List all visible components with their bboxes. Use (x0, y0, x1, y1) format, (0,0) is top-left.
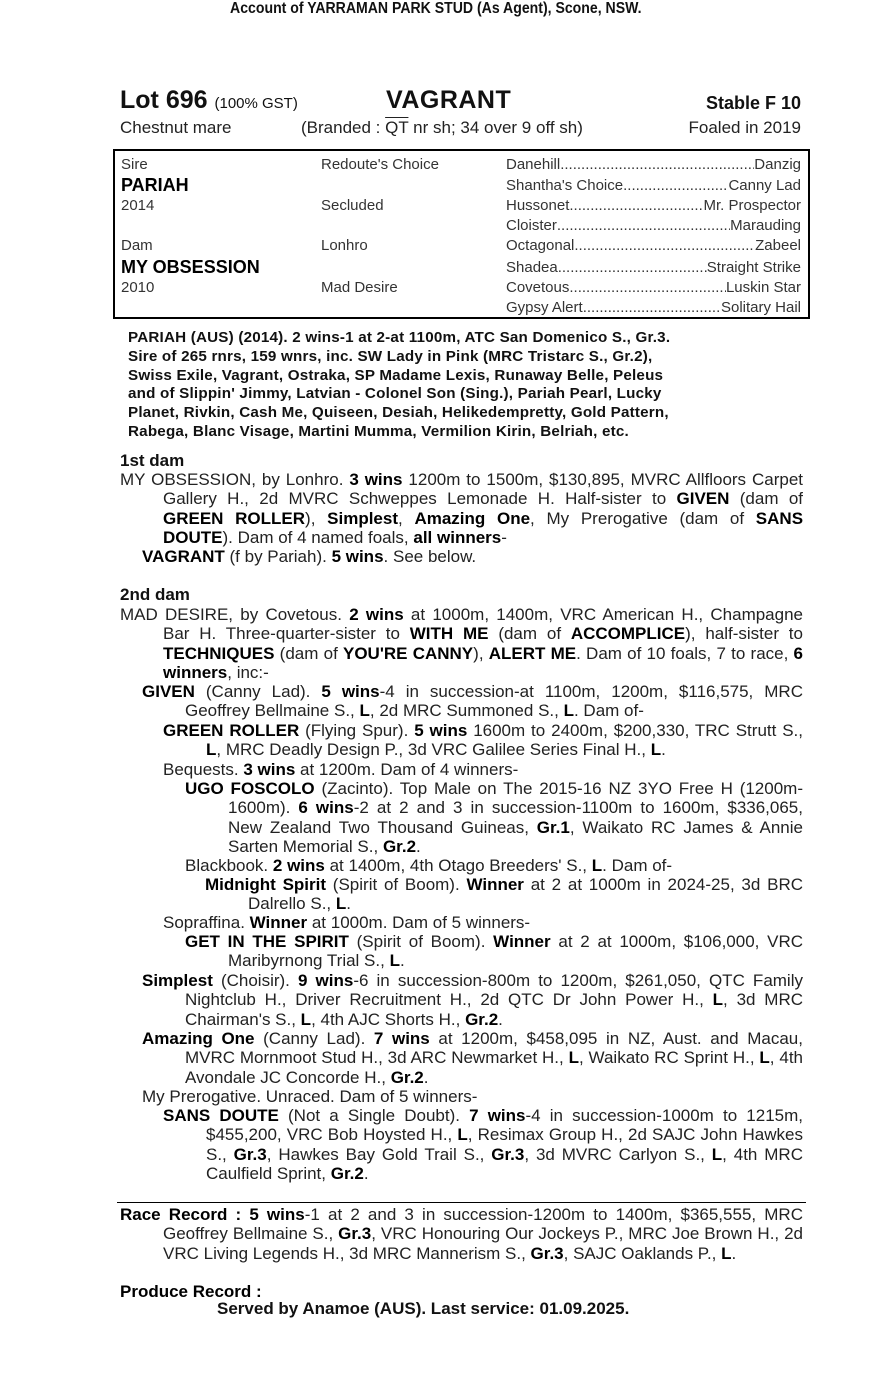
produce-entry: SANS DOUTE (Not a Single Doubt). 7 wins-4 in succession-1000m to 1215m, $455,200, VRC Bob Hoysted H., L, Resimax Group H., 2d SAJC John Hawkes S., Gr.3, Hawkes Bay Gold Trail S., Gr.3, 3d MVRC Carlyon S., L, 4th MRC Caulfield Sprint, Gr.2. (163, 1106, 803, 1184)
produce-entry: Midnight Spirit (Spirit of Boom). Winner at 2 at 1000m in 2024-25, 3d BRC Dalrello S., L. (205, 875, 803, 914)
sire-summary-line: PARIAH (AUS) (2014). 2 wins-1 at 2-at 1100m, ATC San Domenico S., Gr.3. (128, 329, 671, 346)
sire-summary-line: Sire of 265 rnrs, 159 wnrs, inc. SW Lady in Pink (MRC Tristarc S., Gr.2), (128, 347, 653, 365)
lot-label: Lot 696 (120, 86, 208, 114)
colour-sex: Chestnut mare (120, 118, 232, 137)
sire-summary (128, 329, 808, 442)
produce-entry: Amazing One (Canny Lad). 7 wins at 1200m, $458,095 in NZ, Aust. and Macau, MVRC Mornmoot Stud H., 3d ARC Newmarket H., L, Waikato RC Sprint H., L, 4th Avondale JC Concorde H., Gr.2. (142, 1029, 803, 1087)
first-dam-paragraph: MY OBSESSION, by Lonhro. 3 wins 1200m to 1500m, $130,895, MVRC Allfloors Carpet Gallery H., 2d MVRC Schweppes Lemonade H. Half-sister to GIVEN (dam of GREEN ROLLER), Simplest, Amazing One, My Prerogative (dam of SANS DOUTE). Dam of 4 named foals, all winners- (120, 470, 804, 548)
brand-symbol: $\overline{QT}$ (385, 118, 409, 137)
lot-number (120, 86, 298, 115)
second-dam-paragraph: MAD DESIRE, by Covetous. 2 wins at 1000m, 1400m, VRC American H., Champagne Bar H. Three-quarter-sister to WITH ME (dam of ACCOMPLICE), half-sister to TECHNIQUES (dam of YOU'RE CANNY), ALERT ME. Dam of 10 foals, 7 to race, 6 winners, inc:- (120, 605, 804, 683)
dam-label: Dam (121, 237, 153, 254)
granddam-maternal: Mad Desire (321, 279, 398, 296)
race-record: Race Record : 5 wins-1 at 2 and 3 in succession-1200m to 1400m, $365,555, MRC Geoffrey Bellmaine S., Gr.3, VRC Honouring Our Jockeys P., MRC Joe Brown H., 2d VRC Living Legends H., 3d MRC Mannerism S., Gr.3, SAJC Oaklands P., L. (120, 1205, 803, 1263)
produce-entry: GREEN ROLLER (Flying Spur). 5 wins 1600m to 2400m, $200,330, TRC Strutt S., L, MRC Deadly Design P., 3d VRC Galilee Series Final H., L. (163, 721, 804, 760)
sire-label: Sire (121, 156, 148, 173)
sire-summary-line: Swiss Exile, Vagrant, Ostraka, SP Madame Lexis, Runaway Belle, Peleus (128, 366, 664, 384)
sire-year: 2014 (121, 197, 155, 214)
gst-note: (100% GST) (214, 95, 298, 112)
produce-entry: My Prerogative. Unraced. Dam of 5 winners- (142, 1087, 478, 1106)
divider (117, 1202, 806, 1203)
horse-name: VAGRANT (386, 86, 512, 114)
pedigree-table (113, 149, 810, 319)
brand-description: (Branded : $\overline{QT}$ nr sh; 34 over 9 off sh) (301, 118, 583, 137)
produce-entry: Blackbook. 2 wins at 1400m, 4th Otago Breeders' S., L. Dam of- (185, 856, 673, 875)
produce-entry: Sopraffina. Winner at 1000m. Dam of 5 winners- (163, 913, 531, 932)
sire-summary-line: Planet, Rivkin, Cash Me, Quiseen, Desiah, Helikedempretty, Gold Pattern, (128, 404, 669, 422)
ggs-row: Shadea ..... Straight Strike (506, 259, 801, 276)
ggs-row: Gypsy Alert ..... Solitary Hail (506, 299, 801, 316)
second-dam-heading: 2nd dam (120, 585, 190, 604)
foaled-year: Foaled in 2019 (688, 118, 801, 137)
produce-entry: GET IN THE SPIRIT (Spirit of Boom). Winner at 2 at 1000m, $106,000, VRC Maribyrnong Trial S., L. (185, 932, 804, 971)
produce-entry: UGO FOSCOLO (Zacinto). Top Male on The 2015-16 NZ 3YO Free H (1200m-1600m). 6 wins-2 at 2 and 3 in succession-1100m to 1600m, $336,065, New Zealand Two Thousand Guineas, Gr.1, Waikato RC James & Annie Sarten Memorial S., Gr.2. (185, 779, 803, 857)
sire-summary-line: and of Slippin' Jimmy, Latvian - Colonel Son (Sing.), Pariah Pearl, Lucky (128, 385, 662, 403)
produce-entry: GIVEN (Canny Lad). 5 wins-4 in succession-at 1100m, 1200m, $116,575, MRC Geoffrey Bellmaine S., L, 2d MRC Summoned S., L. Dam of- (142, 682, 803, 721)
ggs-row: Cloister ..... Marauding (506, 217, 801, 234)
grandsire-maternal: Lonhro (321, 237, 368, 254)
stable-number: Stable F 10 (705, 93, 801, 113)
ggs-row: Covetous ..... Luskin Star (506, 279, 801, 296)
ggs-row: Shantha's Choice ..... Canny Lad (506, 177, 801, 194)
ggs-row: Danehill ..... Danzig (506, 156, 801, 173)
dam-year: 2010 (121, 279, 155, 296)
sire-name: PARIAH (121, 175, 189, 195)
first-dam-heading: 1st dam (120, 451, 185, 470)
grandsire-paternal: Redoute's Choice (321, 156, 439, 173)
last-service: Served by Anamoe (AUS). Last service: 01.09.2025. (217, 1299, 630, 1318)
produce-record: Produce Record : (120, 1282, 262, 1301)
consignor-line: Account of YARRAMAN PARK STUD (As Agent), Scone, NSW. (229, 0, 642, 17)
produce-entry: Simplest (Choisir). 9 wins-6 in succession-800m to 1200m, $261,050, QTC Family Nightclub H., Driver Recruitment H., 2d QTC Dr John Power H., L, 3d MRC Chairman's S., L, 4th AJC Shorts H., Gr.2. (142, 971, 804, 1029)
first-dam-foal: VAGRANT (f by Pariah). 5 wins. See below. (142, 547, 477, 566)
ggs-row: Octagonal ..... Zabeel (506, 237, 801, 254)
ggs-row: Hussonet ..... Mr. Prospector (506, 197, 801, 214)
sire-summary-line: Rabega, Blanc Visage, Martini Mumma, Vermilion Kirin, Belriah, etc. (128, 422, 629, 440)
dam-name: MY OBSESSION (121, 257, 260, 277)
granddam-paternal: Secluded (321, 197, 384, 214)
produce-entry: Bequests. 3 wins at 1200m. Dam of 4 winners- (163, 760, 519, 779)
